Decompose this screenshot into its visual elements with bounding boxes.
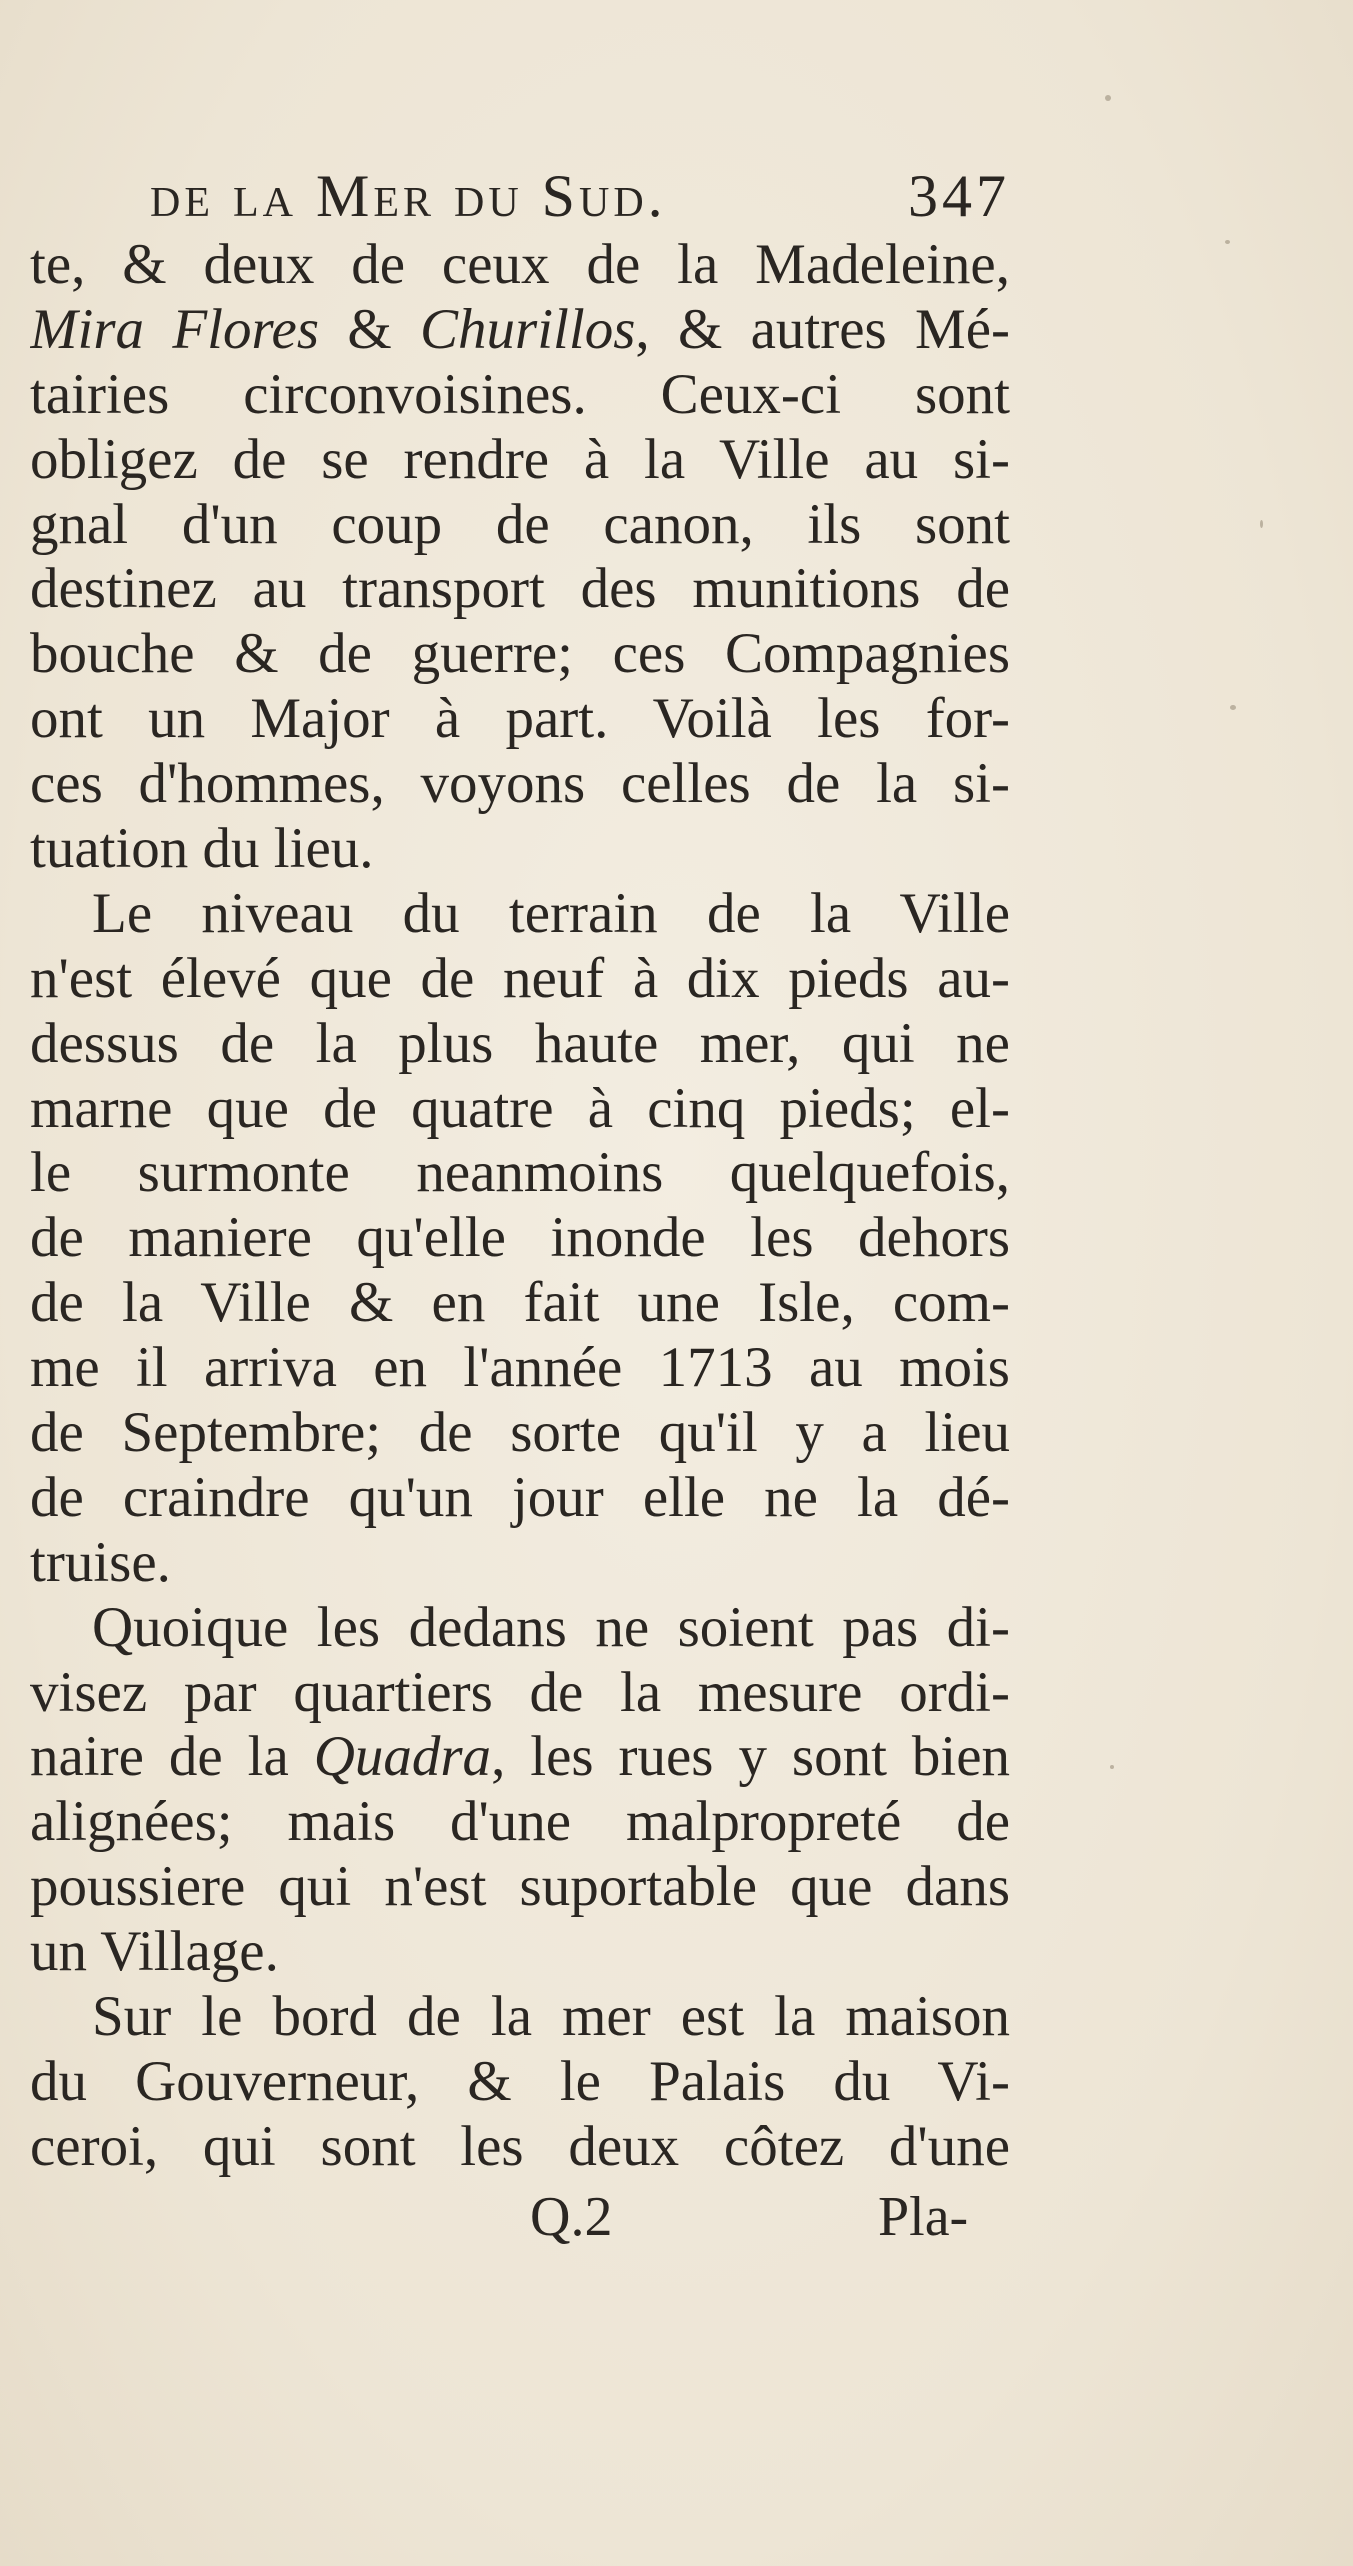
text-line: destinez au transport des munitions de bbox=[30, 557, 1010, 621]
text-line: me il arriva en l'année 1713 au mois bbox=[30, 1336, 1010, 1400]
paper-speck bbox=[1230, 705, 1236, 710]
text-line: bouche & de guerre; ces Compagnies bbox=[30, 622, 1010, 686]
running-title: de la Mer du Sud. bbox=[150, 163, 667, 229]
text-line: dessus de la plus haute mer, qui ne bbox=[30, 1011, 1010, 1075]
paper-speck bbox=[1110, 1765, 1114, 1769]
paragraph-start-line: Quoique les dedans ne soient pas di- bbox=[92, 1595, 1010, 1659]
text-line: ont un Major à part. Voilà les for- bbox=[30, 687, 1010, 751]
page-number: 347 bbox=[908, 163, 1010, 229]
text-line: de Septembre; de sorte qu'il y a lieu bbox=[30, 1401, 1010, 1465]
paper-speck bbox=[1260, 520, 1263, 528]
text-line: de craindre qu'un jour elle ne la dé- bbox=[30, 1465, 1010, 1529]
text-line: de maniere qu'elle inonde les dehors bbox=[30, 1206, 1010, 1270]
text-line: marne que de quatre à cinq pieds; el- bbox=[30, 1076, 1010, 1140]
text-line: te, & deux de ceux de la Madeleine, bbox=[30, 233, 1010, 296]
paper-speck bbox=[1225, 240, 1230, 244]
text-line: tuation du lieu. bbox=[30, 817, 374, 881]
text-line: le surmonte neanmoins quelquefois, bbox=[30, 1141, 1010, 1205]
text-line: un Village. bbox=[30, 1920, 279, 1984]
catchword: Pla- bbox=[878, 2186, 969, 2248]
text-line: alignées; mais d'une malpropreté de bbox=[30, 1790, 1010, 1854]
text-line: ceroi, qui sont les deux côtez d'une bbox=[30, 2114, 1010, 2178]
text-line: gnal d'un coup de canon, ils sont bbox=[30, 492, 1010, 556]
text-line: du Gouverneur, & le Palais du Vi- bbox=[30, 2049, 1010, 2113]
paper-speck bbox=[1105, 95, 1111, 101]
text-line: ces d'hommes, voyons celles de la si- bbox=[30, 752, 1010, 816]
text-line: tairies circonvoisines. Ceux-ci sont bbox=[30, 362, 1010, 426]
text-line: de la Ville & en fait une Isle, com- bbox=[30, 1271, 1010, 1335]
text-line: Mira Flores & Churillos, & autres Mé- bbox=[30, 297, 1010, 361]
paragraph-start-line: Sur le bord de la mer est la maison bbox=[92, 1985, 1010, 2049]
text-line: poussiere qui n'est suportable que dans bbox=[30, 1855, 1010, 1919]
text-line: naire de la Quadra, les rues y sont bien bbox=[30, 1725, 1010, 1789]
text-line: obligez de se rendre à la Ville au si- bbox=[30, 427, 1010, 491]
text-line: n'est élevé que de neuf à dix pieds au- bbox=[30, 946, 1010, 1010]
text-line: visez par quartiers de la mesure ordi- bbox=[30, 1660, 1010, 1724]
text-line: truise. bbox=[30, 1530, 171, 1594]
running-head bbox=[150, 162, 1010, 242]
paragraph-start-line: Le niveau du terrain de la Ville bbox=[92, 881, 1010, 945]
body-text bbox=[30, 233, 1010, 2180]
signature-mark: Q.2 bbox=[530, 2186, 613, 2248]
